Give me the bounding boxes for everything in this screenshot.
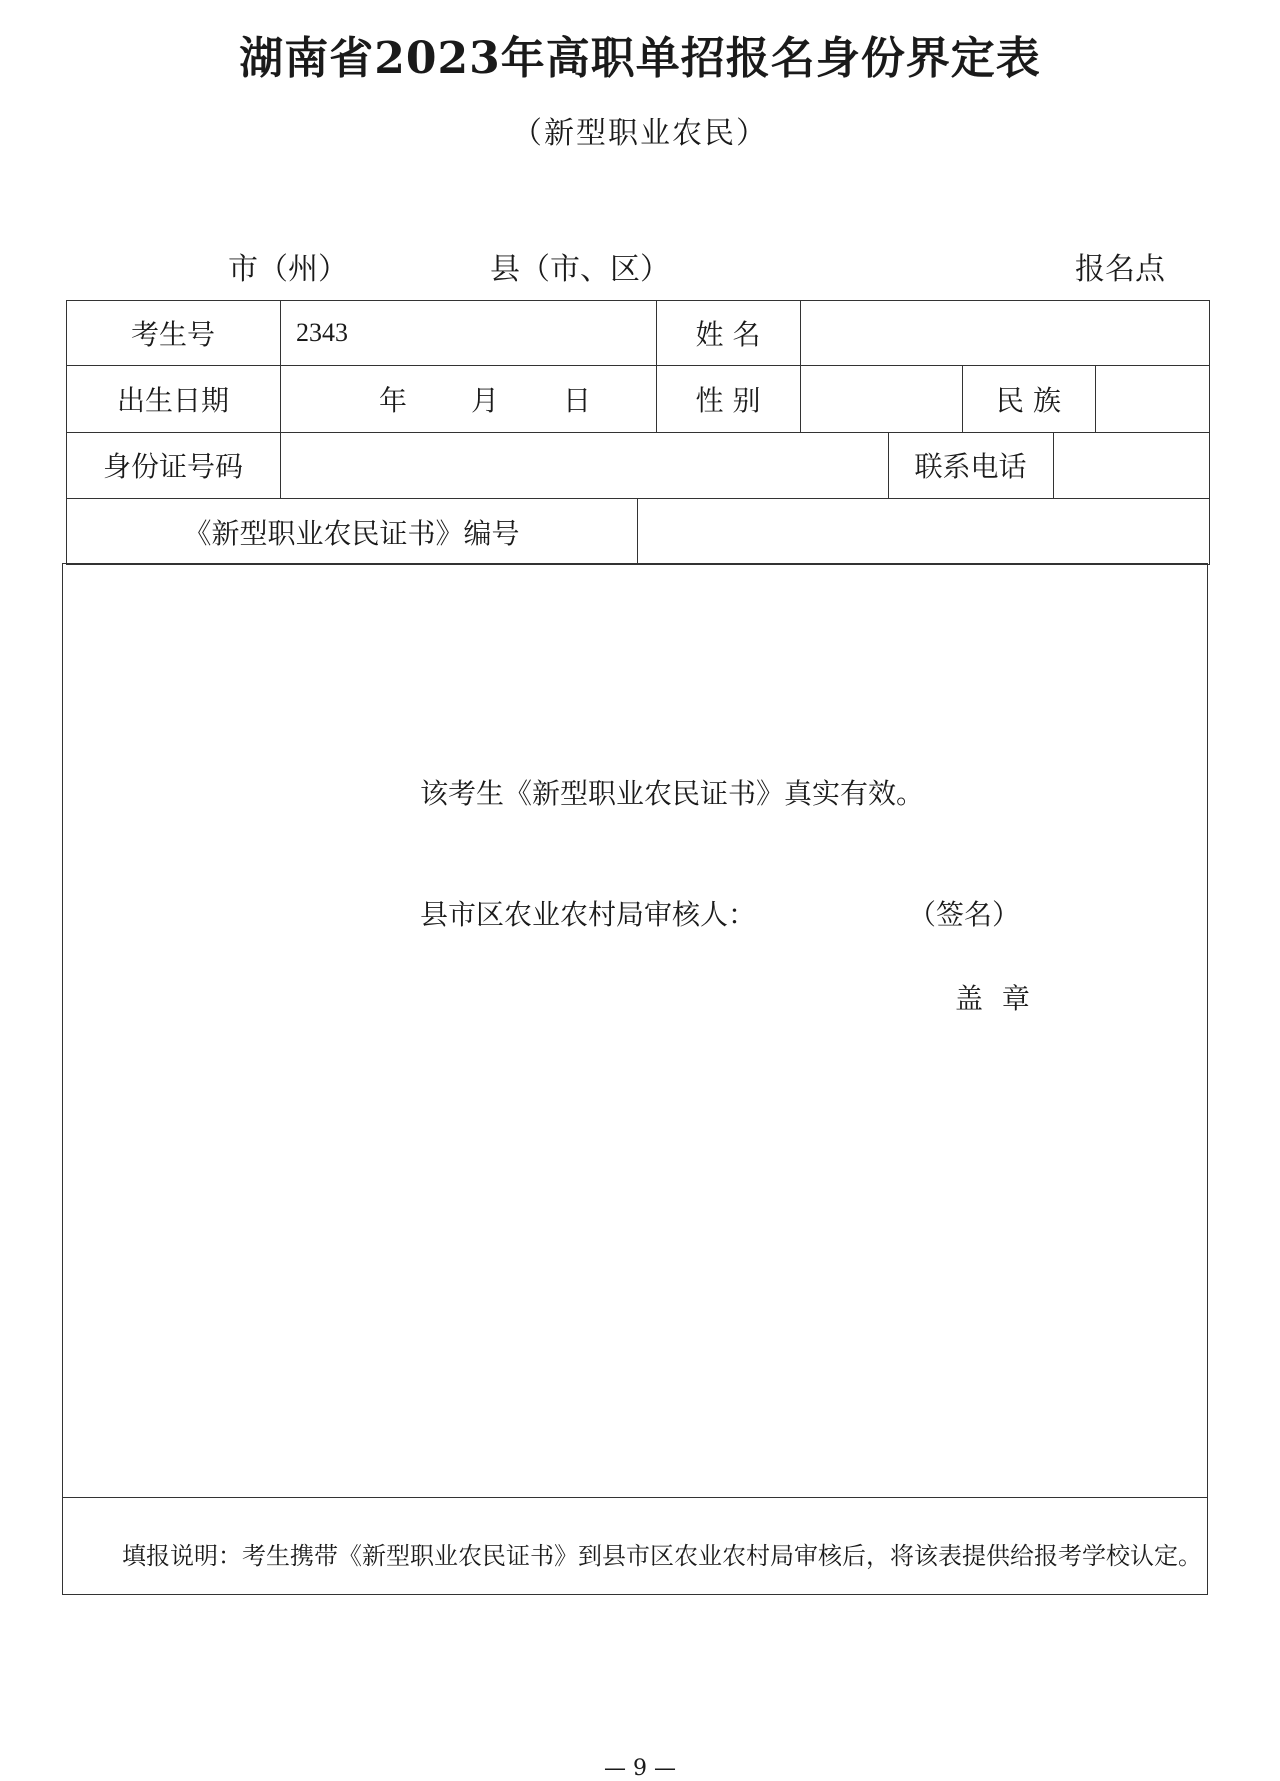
exam-number-label: 考生号: [130, 317, 215, 351]
gender-label: 性 别: [695, 383, 761, 417]
birth-date-value[interactable]: [280, 365, 656, 432]
name-label: 姓 名: [695, 317, 761, 351]
birth-day-label: 日: [563, 383, 592, 417]
form-instructions: 填报说明：考生携带《新型职业农民证书》到县市区农业农村局审核后，将该表提供给报考学校认定。: [122, 1542, 1202, 1570]
birth-year-label: 年: [378, 383, 407, 417]
phone-value[interactable]: [1053, 432, 1210, 498]
page-subtitle: （新型职业农民）: [512, 116, 768, 151]
certificate-number-value[interactable]: [637, 498, 1210, 565]
registration-site-label: 报名点: [1075, 252, 1165, 287]
name-value[interactable]: [800, 300, 1210, 365]
exam-number-value[interactable]: 2343: [296, 317, 348, 347]
county-label: 县（市、区）: [490, 252, 670, 287]
seal-label: 盖 章: [955, 982, 1030, 1015]
signature-label: （签名）: [908, 898, 1021, 931]
reviewer-label: 县市区农业农村局审核人：: [420, 898, 757, 931]
birth-date-label: 出生日期: [116, 383, 229, 417]
ethnicity-label: 民 族: [996, 383, 1061, 417]
verification-box: [62, 563, 1208, 1595]
birth-month-label: 月: [470, 383, 499, 417]
phone-label: 联系电话: [914, 450, 1027, 483]
gender-value[interactable]: [800, 365, 962, 432]
page-number: — 9 —: [604, 1756, 676, 1781]
city-label: 市（州）: [228, 252, 348, 287]
id-number-label: 身份证号码: [102, 450, 243, 483]
id-number-value[interactable]: [280, 432, 888, 498]
page-title: 湖南省2023年高职单招报名身份界定表: [239, 33, 1041, 84]
certificate-number-label: 《新型职业农民证书》编号: [183, 516, 520, 550]
verification-statement: 该考生《新型职业农民证书》真实有效。: [420, 777, 925, 810]
ethnicity-value[interactable]: [1095, 365, 1210, 432]
